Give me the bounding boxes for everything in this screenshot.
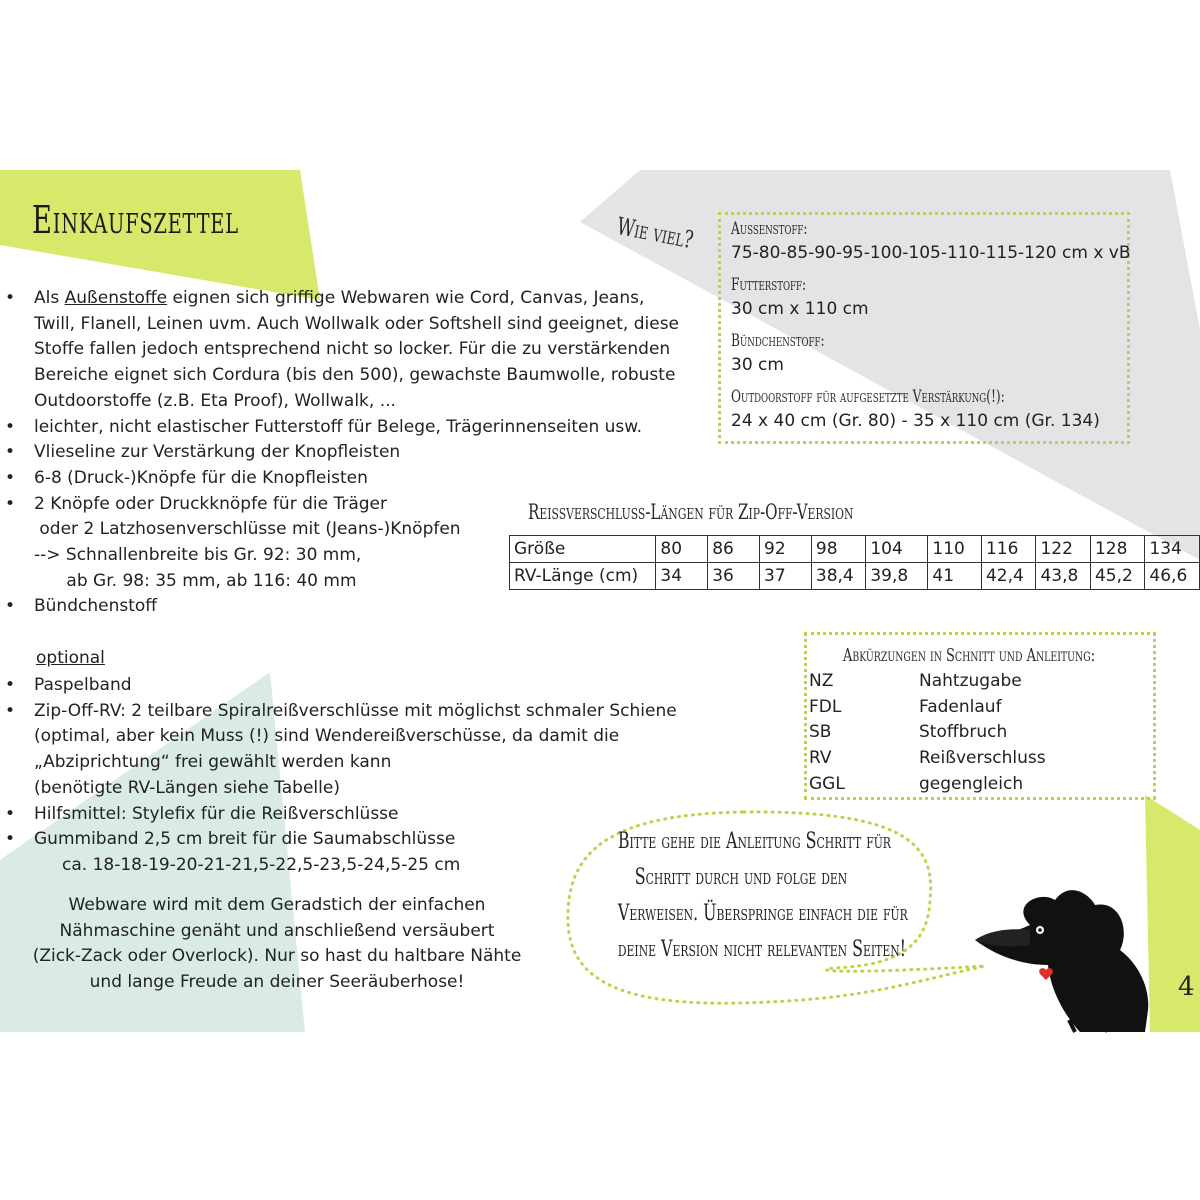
size-cell: 116 [981, 536, 1035, 563]
closing-note [14, 893, 540, 996]
list-item-text: eignen sich griffige Webwaren wie Cord, Canvas, Jeans, [167, 288, 645, 308]
abbreviation-key: NZ [809, 671, 834, 691]
material-value: 30 cm [731, 355, 784, 375]
page-title: Einkaufszettel [32, 198, 239, 242]
abbreviation-value: Fadenlauf [919, 696, 1002, 717]
list-item: Outdoorstoffe (z.B. Eta Proof), Wollwalk, ... [34, 390, 396, 411]
bubble-line: Schritt durch und folge den [634, 865, 848, 890]
table-header-cell: RV-Länge (cm) [510, 563, 656, 590]
list-item: • Vlieseline zur Verstärkung der Knopfleisten [0, 440, 720, 466]
table-row-length [510, 563, 1200, 590]
list-item: • Bündchenstoff [0, 594, 720, 620]
size-cell: 134 [1145, 536, 1200, 563]
material-label: Außenstoff: [731, 219, 808, 239]
length-cell: 38,4 [811, 563, 865, 590]
size-cell: 122 [1036, 536, 1090, 563]
list-item: • Gummiband 2,5 cm breit für die Saumabschlüsse [0, 827, 677, 853]
material-value: 24 x 40 cm (Gr. 80) - 35 x 110 cm (Gr. 134) [731, 411, 1100, 431]
list-item: oder 2 Latzhosenverschlüsse mit (Jeans-)Knöpfen [34, 519, 461, 540]
closing-line: Nähmaschine genäht und anschließend versäubert [59, 920, 495, 941]
list-item: • 6-8 (Druck-)Knöpfe für die Knopfleisten [0, 466, 720, 492]
length-cell: 34 [656, 563, 708, 590]
abbreviation-row [809, 722, 1007, 742]
page-number: 4 [1178, 972, 1195, 1002]
size-cell: 110 [928, 536, 982, 563]
size-cell: 86 [708, 536, 760, 563]
abbreviation-key: RV [809, 748, 832, 769]
abbreviation-key: FDL [809, 696, 842, 717]
abbreviation-row [809, 774, 1023, 794]
abbreviation-value: Stoffbruch [919, 722, 1008, 743]
list-item: • Zip-Off-RV: 2 teilbare Spiralreißverschlüsse mit möglichst schmaler Schiene [0, 699, 677, 725]
closing-line: (Zick-Zack oder Overlock). Nur so hast du haltbare Nähte [32, 946, 522, 967]
zip-length-table [509, 535, 1200, 590]
list-item: • 2 Knöpfe oder Druckknöpfe für die Träger [0, 492, 720, 518]
table-header-cell: Größe [510, 536, 656, 563]
size-cell: 98 [811, 536, 865, 563]
abbreviation-value: Reißverschluss [919, 748, 1046, 769]
abbreviation-key: GGL [809, 773, 845, 794]
length-cell: 37 [760, 563, 812, 590]
speech-bubble-text [570, 824, 912, 968]
optional-heading: optional [36, 648, 105, 668]
size-cell: 92 [760, 536, 812, 563]
bubble-line: Bitte gehe die Anleitung Schritt für [617, 829, 891, 854]
length-cell: 43,8 [1036, 563, 1090, 590]
list-item-text: Als [34, 288, 65, 308]
list-item: ca. 18-18-19-20-21-21,5-22,5-23,5-24,5-25 cm [62, 854, 461, 875]
material-value: 75-80-85-90-95-100-105-110-115-120 cm x vB [731, 243, 1131, 263]
length-cell: 45,2 [1090, 563, 1144, 590]
list-item: „Abziprichtung“ frei gewählt werden kann [34, 752, 392, 773]
length-cell: 36 [708, 563, 760, 590]
length-cell: 42,4 [981, 563, 1035, 590]
abbreviation-key: SB [809, 722, 832, 743]
material-value: 30 cm x 110 cm [731, 299, 869, 319]
zip-table-title: Reißverschluss-Längen für Zip-Off-Version [528, 500, 854, 524]
closing-line: Webware wird mit dem Geradstich der einfachen [68, 895, 486, 915]
abbreviations-box [804, 632, 1156, 800]
list-item: Twill, Flanell, Leinen uvm. Auch Wollwalk oder Softshell sind geeignet, diese [34, 313, 680, 334]
list-item: --> Schnallenbreite bis Gr. 92: 30 mm, [34, 545, 362, 566]
list-item: ab Gr. 98: 35 mm, ab 116: 40 mm [34, 570, 357, 591]
abbreviation-value: gegengleich [919, 773, 1024, 794]
table-row-size [510, 536, 1200, 563]
material-label: Bündchenstoff: [731, 331, 825, 351]
bubble-line: deine Version nicht relevanten Seiten! [617, 937, 907, 962]
list-item-emphasis: Außenstoffe [64, 288, 168, 308]
list-item: Stoffe fallen jedoch entsprechend nicht so locker. Für die zu verstärkenden [34, 339, 671, 360]
size-cell: 104 [866, 536, 928, 563]
closing-line: und lange Freude an deiner Seeräuberhose! [89, 972, 465, 993]
material-label: Futterstoff: [731, 275, 807, 295]
length-cell: 41 [928, 563, 982, 590]
size-cell: 80 [656, 536, 708, 563]
abbreviations-heading: Abkürzungen in Schnitt und Anleitung: [843, 645, 1096, 666]
list-item: (benötigte RV-Längen siehe Tabelle) [34, 777, 340, 798]
abbreviation-row [809, 748, 1046, 768]
list-item [0, 286, 720, 312]
size-cell: 128 [1090, 536, 1144, 563]
raven-illustration [975, 890, 1148, 1032]
abbreviation-row [809, 671, 1022, 691]
list-item: • Paspelband [0, 673, 677, 699]
list-item: • leichter, nicht elastischer Futterstoff für Belege, Trägerinnenseiten usw. [0, 415, 720, 441]
list-item: Bereiche eignet sich Cordura (bis den 500), gewachste Baumwolle, robuste [34, 365, 676, 386]
abbreviation-value: Nahtzugabe [919, 671, 1022, 691]
materials-box [718, 212, 1130, 444]
wie-viel-label: Wie viel? [614, 212, 696, 255]
list-item: (optimal, aber kein Muss (!) sind Wendereißverschüsse, da damit die [34, 726, 620, 747]
length-cell: 39,8 [866, 563, 928, 590]
length-cell: 46,6 [1145, 563, 1200, 590]
material-label: Outdoorstoff für aufgesetzte Verstärkung(!): [731, 387, 1005, 407]
bubble-line: Verweisen. Überspringe einfach die für [617, 901, 908, 926]
list-item: • Hilfsmittel: Stylefix für die Reißverschlüsse [0, 802, 677, 828]
abbreviation-row [809, 697, 1002, 717]
